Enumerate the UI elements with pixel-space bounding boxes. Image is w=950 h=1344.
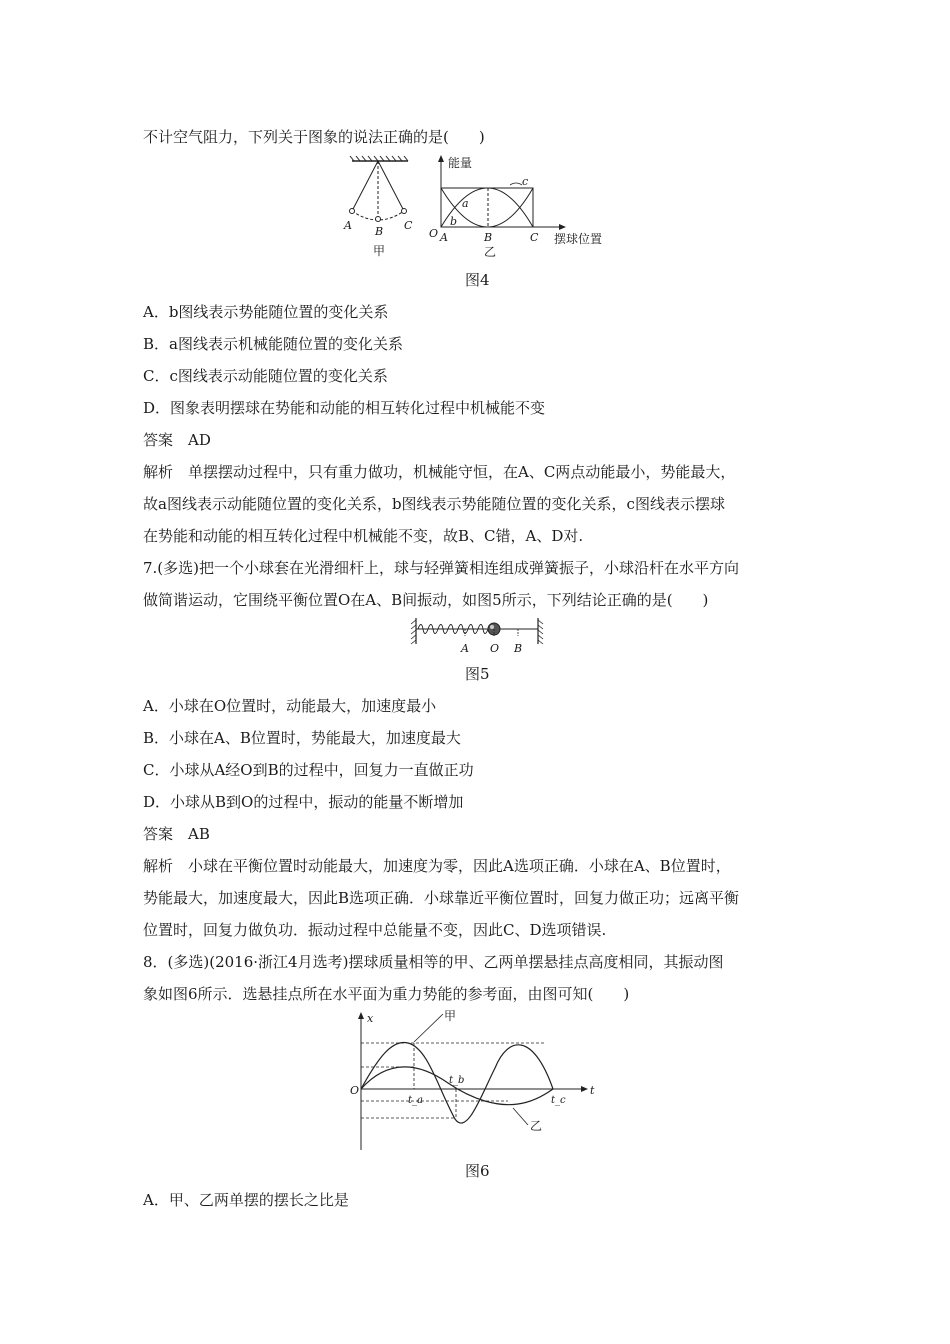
figure-4-caption: 图4	[465, 271, 490, 289]
question-7-stem: 做简谐运动，它围绕平衡位置O在A、B间振动，如图5所示，下列结论正确的是( )	[143, 591, 709, 609]
figure-jia-label: 甲	[373, 244, 386, 258]
analysis-line: 解析 小球在平衡位置时动能最大，加速度为零，因此A选项正确．小球在A、B位置时，	[143, 857, 731, 875]
option-c: C．小球从A经O到B的过程中，回复力一直做正功	[143, 761, 474, 779]
figure-4-energy-graph	[428, 155, 618, 265]
spring-point-a: A	[461, 642, 469, 655]
point-b-label: B	[375, 225, 384, 238]
graph-point-a: A	[440, 231, 448, 244]
option-a: A．小球在O位置时，动能最大，加速度最小	[143, 697, 437, 715]
graph-point-c: C	[530, 231, 539, 244]
option-b: B．a图线表示机械能随位置的变化关系	[143, 335, 403, 353]
figure-4-pendulum-diagram	[340, 155, 440, 265]
curve-b-label: b	[450, 215, 458, 228]
curve-yi-label: 乙	[530, 1119, 543, 1133]
option-a: A．甲、乙两单摆的摆长之比是	[143, 1191, 349, 1209]
answer-line: 答案 AD	[143, 431, 211, 449]
curve-c-label: c	[522, 175, 529, 188]
graph-point-b: B	[484, 231, 493, 244]
figure-5-spring-oscillator	[408, 616, 548, 661]
origin-label: O	[350, 1084, 360, 1097]
option-d: D．图象表明摆球在势能和动能的相互转化过程中机械能不变	[143, 399, 546, 417]
x-axis-label: x	[367, 1012, 374, 1025]
energy-axis-label: 能量	[448, 156, 473, 170]
tick-tb: t_b	[449, 1075, 465, 1086]
point-a-label: A	[344, 219, 352, 232]
point-c-label: C	[404, 219, 413, 232]
question-7-stem: 7.(多选)把一个小球套在光滑细杆上，球与轻弹簧相连组成弹簧振子，小球沿杆在水平方向	[143, 559, 740, 577]
question-8-stem: 8．(多选)(2016·浙江4月选考)摆球质量相等的甲、乙两单摆悬挂点高度相同，其振动图	[143, 953, 724, 971]
figure-5-caption: 图5	[465, 665, 490, 683]
option-a: A．b图线表示势能随位置的变化关系	[143, 303, 389, 321]
curve-a-label: a	[462, 197, 469, 210]
option-b: B．小球在A、B位置时，势能最大，加速度最大	[143, 729, 461, 747]
t-axis-label: t	[590, 1084, 595, 1097]
question-stem-line: 不计空气阻力，下列关于图象的说法正确的是( )	[143, 128, 485, 146]
figure-6-vibration-graph	[348, 1009, 598, 1162]
option-c: C．c图线表示动能随位置的变化关系	[143, 367, 388, 385]
question-8-stem: 象如图6所示．选悬挂点所在水平面为重力势能的参考面，由图可知( )	[143, 985, 630, 1003]
position-axis-label: 摆球位置	[554, 232, 603, 246]
analysis-line: 位置时，回复力做负功．振动过程中总能量不变，因此C、D选项错误.	[143, 921, 607, 939]
analysis-line: 在势能和动能的相互转化过程中机械能不变，故B、C错，A、D对.	[143, 527, 584, 545]
analysis-line: 解析 单摆摆动过程中，只有重力做功，机械能守恒，在A、C两点动能最小，势能最大，	[143, 463, 736, 481]
answer-line: 答案 AB	[143, 825, 210, 843]
tick-tc: t_c	[551, 1095, 566, 1106]
figure-yi-label: 乙	[484, 245, 497, 259]
spring-point-o: O	[490, 642, 500, 655]
analysis-line: 势能最大，加速度最大，因此B选项正确．小球靠近平衡位置时，回复力做正功；远离平衡	[143, 889, 740, 907]
tick-ta: t_a	[408, 1095, 423, 1106]
option-d: D．小球从B到O的过程中，振动的能量不断增加	[143, 793, 464, 811]
figure-6-caption: 图6	[465, 1162, 490, 1180]
curve-jia-label: 甲	[444, 1009, 457, 1023]
origin-label: O	[429, 227, 439, 240]
spring-point-b: B	[514, 642, 523, 655]
analysis-line: 故a图线表示动能随位置的变化关系，b图线表示势能随位置的变化关系，c图线表示摆球	[143, 495, 725, 513]
